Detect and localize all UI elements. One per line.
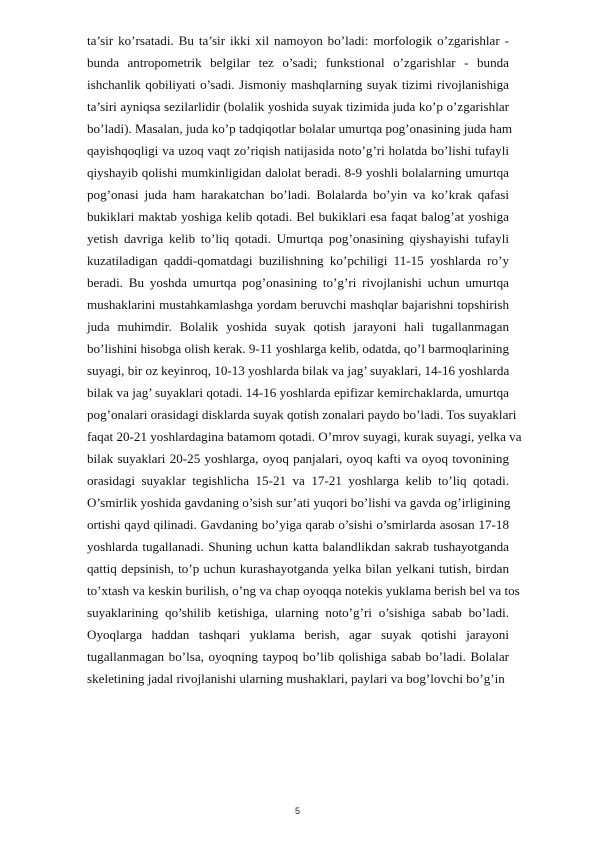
text-line: qiyshayib qolishi mumkinligidan dalolat beradi. 8-9 yoshli bolalarning umurtqa [87,165,509,180]
text-line: Oyoqlarga haddan tashqari yuklama berish, agar suyak qotishi jarayoni [87,627,509,642]
text-line: ortishi qayd qilinadi. Gavdaning bo’yiga qarab o’sishi o’smirlarda asosan 17-18 [87,517,509,532]
text-line: to’xtash va keskin burilish, o’ng va chap oyoqqa notekis yuklama berish bel va tos [87,583,520,598]
body-text [87,30,522,690]
text-line: qayishqoqligi va uzoq vaqt zo’riqish natijasida noto’g’ri holatda bo’lishi tufayli [87,143,509,158]
text-line: bilak va jag’ suyaklari qotadi. 14-16 yoshlarda epifizar kemirchaklarda, umurtqa [87,385,509,400]
text-line: orasidagi suyaklar tegishlicha 15-21 va 17-21 yoshlarga kelib to’liq qotadi. [87,473,509,488]
text-line: bunda antropometrik belgilar tez o’sadi; funkstional o’zgarishlar - bunda [87,55,509,70]
text-line: bilak suyaklari 20-25 yoshlarga, oyoq panjalari, oyoq kafti va oyoq tovonining [87,451,509,466]
page-number: 5 [294,806,300,816]
text-line: qattiq depsinish, to’p uchun kurashayotganda yelka bilan yelkani tutish, birdan [87,561,509,576]
text-line: ta’siri ayniqsa sezilarlidir (bolalik yoshida suyak tizimida juda ko’p o’zgarishlar [87,99,509,114]
text-line: kuzatiladigan qaddi-qomatdagi buzilishning ko’pchiligi 11-15 yoshlarda ro’y [87,253,509,268]
text-line: O’smirlik yoshida gavdaning o’sish sur’ati yuqori bo’lishi va gavda og’irligining [87,495,511,510]
text-line: suyaklarining qo’shilib ketishiga, ularning noto’g’ri o’sishiga sabab bo’ladi. [87,605,509,620]
text-line: bukiklari maktab yoshiga kelib qotadi. Bel bukiklari esa faqat balog’at yoshiga [87,209,509,224]
text-line: suyagi, bir oz keyinroq, 10-13 yoshlarda bilak va jag’ suyaklari, 14-16 yoshlarda [87,363,510,378]
text-line: mushaklarini mustahkamlashga yordam beruvchi mashqlar bajarishni topshirish [87,297,509,312]
text-line: pog’onasi juda ham harakatchan bo’ladi. Bolalarda bo’yin va ko’krak qafasi [87,187,509,202]
text-line: bo’ladi). Masalan, juda ko’p tadqiqotlar bolalar umurtqa pog’onasining juda ham [87,121,513,136]
text-line: bo’lishini hisobga olish kerak. 9-11 yoshlarga kelib, odatda, qo’l barmoqlarining [87,341,509,356]
text-line: skeletining jadal rivojlanishi ularning mushaklari, paylari va bog’lovchi bo’g’in [87,671,505,686]
text-line: beradi. Bu yoshda umurtqa pog’onasining to’g’ri rivojlanishi uchun umurtqa [87,275,509,290]
text-line: pog’onalari orasidagi disklarda suyak qotish zonalari paydo bo’ladi. Tos suyaklari [87,407,517,422]
text-line: yetish davriga kelib to’liq qotadi. Umurtqa pog’onasining qiyshayishi tufayli [87,231,509,246]
text-line: tugallanmagan bo’lsa, oyoqning taypoq bo’lib qolishiga sabab bo’ladi. Bolalar [87,649,509,664]
text-line: ta’sir ko’rsatadi. Bu ta’sir ikki xil namoyon bo’ladi: morfologik o’zgarishlar - [87,33,509,48]
text-line: ishchanlik qobiliyati o’sadi. Jismoniy mashqlarning suyak tizimi rivojlanishiga [87,77,509,92]
text-line: faqat 20-21 yoshlardagina batamom qotadi. O’mrov suyagi, kurak suyagi, yelka va [87,429,522,444]
text-line: yoshlarda tugallanadi. Shuning uchun katta balandlikdan sakrab tushayotganda [87,539,509,554]
text-line: juda muhimdir. Bolalik yoshida suyak qotish jarayoni hali tugallanmagan [87,319,509,334]
